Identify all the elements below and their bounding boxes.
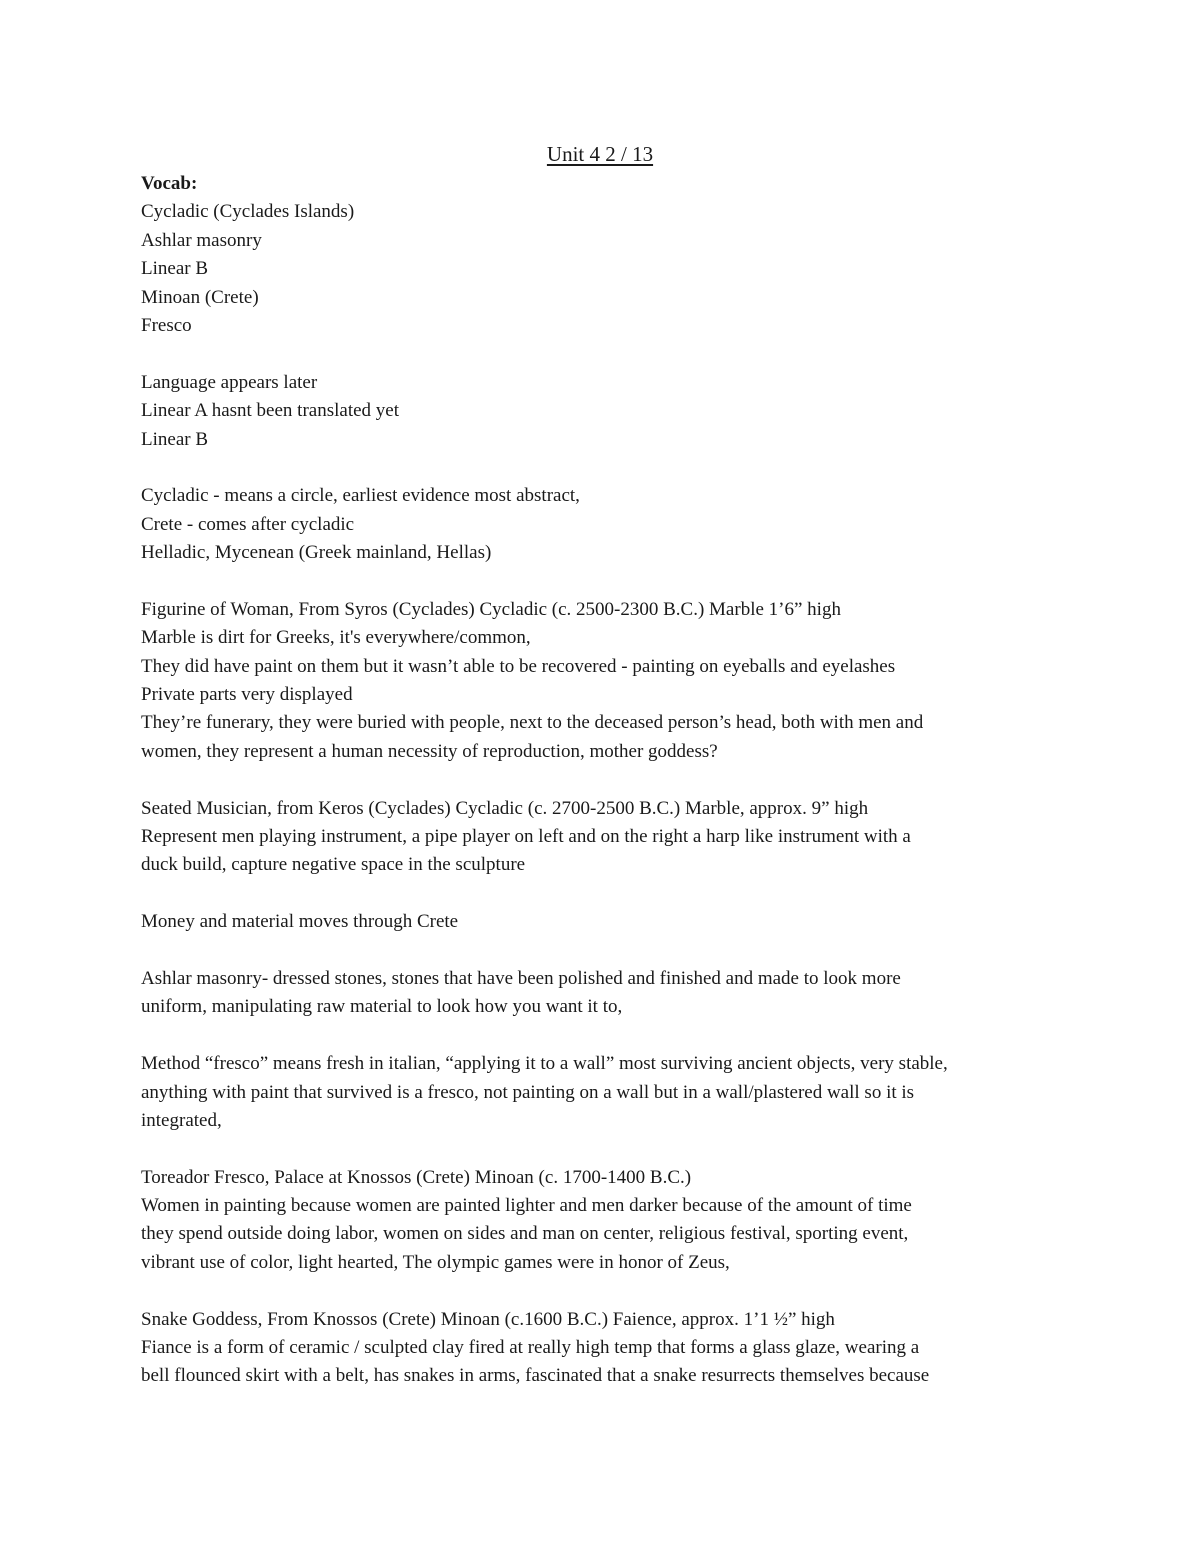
- language-line: Language appears later: [141, 371, 318, 393]
- periods-line: Cycladic - means a circle, earliest evidence most abstract,: [141, 485, 580, 507]
- musician-line: Represent men playing instrument, a pipe player on left and on the right a harp like instrument with a: [141, 825, 911, 847]
- vocab-heading: Vocab:: [141, 173, 198, 194]
- document-body: [141, 170, 1071, 1391]
- language-line: Linear B: [141, 428, 209, 450]
- blank-line: [141, 937, 1071, 965]
- figurine-line: They’re funerary, they were buried with people, next to the deceased person’s head, both with men and: [141, 712, 924, 734]
- figurine-line: Private parts very displayed: [141, 684, 353, 706]
- musician-line: duck build, capture negative space in the sculpture: [141, 854, 526, 876]
- toreador-line: they spend outside doing labor, women on sides and man on center, religious festival, sporting event,: [141, 1223, 909, 1245]
- blank-line: [141, 567, 1071, 595]
- blank-line: [141, 880, 1071, 908]
- snake-line: Snake Goddess, From Knossos (Crete) Minoan (c.1600 B.C.) Faience, approx. 1’1 ½” high: [141, 1308, 835, 1330]
- fresco-line: anything with paint that survived is a fresco, not painting on a wall but in a wall/plastered wall so it is: [141, 1081, 915, 1103]
- ashlar-line: Ashlar masonry- dressed stones, stones that have been polished and finished and made to look more: [141, 967, 901, 989]
- vocab-term: Cycladic (Cyclades Islands): [141, 201, 355, 223]
- toreador-line: Toreador Fresco, Palace at Knossos (Crete) Minoan (c. 1700-1400 B.C.): [141, 1166, 692, 1188]
- snake-line: Fiance is a form of ceramic / sculpted clay fired at really high temp that forms a glass glaze, wearing a: [141, 1337, 920, 1359]
- snake-line: bell flounced skirt with a belt, has snakes in arms, fascinated that a snake resurrects themselves because: [141, 1365, 930, 1387]
- blank-line: [141, 1277, 1071, 1305]
- toreador-line: vibrant use of color, light hearted, The olympic games were in honor of Zeus,: [141, 1251, 730, 1273]
- ashlar-line: uniform, manipulating raw material to look how you want it to,: [141, 996, 623, 1018]
- vocab-term: Linear B: [141, 258, 209, 280]
- fresco-line: Method “fresco” means fresh in italian, “applying it to a wall” most surviving ancient objects, very stable,: [141, 1053, 948, 1075]
- figurine-line: Marble is dirt for Greeks, it's everywhere/common,: [141, 627, 531, 649]
- vocab-term: Minoan (Crete): [141, 286, 259, 308]
- blank-line: [141, 1022, 1071, 1050]
- figurine-line: women, they represent a human necessity of reproduction, mother goddess?: [141, 740, 718, 762]
- blank-line: [141, 766, 1071, 794]
- page-title: Unit 4 2 / 13: [546, 142, 654, 166]
- toreador-line: Women in painting because women are painted lighter and men darker because of the amount of time: [141, 1195, 912, 1217]
- blank-line: [141, 454, 1071, 482]
- vocab-term: Fresco: [141, 314, 192, 336]
- blank-line: [141, 340, 1071, 368]
- blank-line: [141, 1135, 1071, 1163]
- vocab-term: Ashlar masonry: [141, 229, 262, 251]
- figurine-line: Figurine of Woman, From Syros (Cyclades) Cycladic (c. 2500-2300 B.C.) Marble 1’6” high: [141, 598, 841, 620]
- language-line: Linear A hasnt been translated yet: [141, 400, 399, 422]
- fresco-line: integrated,: [141, 1109, 222, 1131]
- musician-line: Seated Musician, from Keros (Cyclades) Cycladic (c. 2700-2500 B.C.) Marble, approx. 9” high: [141, 797, 869, 819]
- periods-line: Crete - comes after cycladic: [141, 513, 355, 535]
- periods-line: Helladic, Mycenean (Greek mainland, Hellas): [141, 542, 492, 564]
- figurine-line: They did have paint on them but it wasn’t able to be recovered - painting on eyeballs and eyelashes: [141, 655, 896, 677]
- money-line: Money and material moves through Crete: [141, 911, 459, 933]
